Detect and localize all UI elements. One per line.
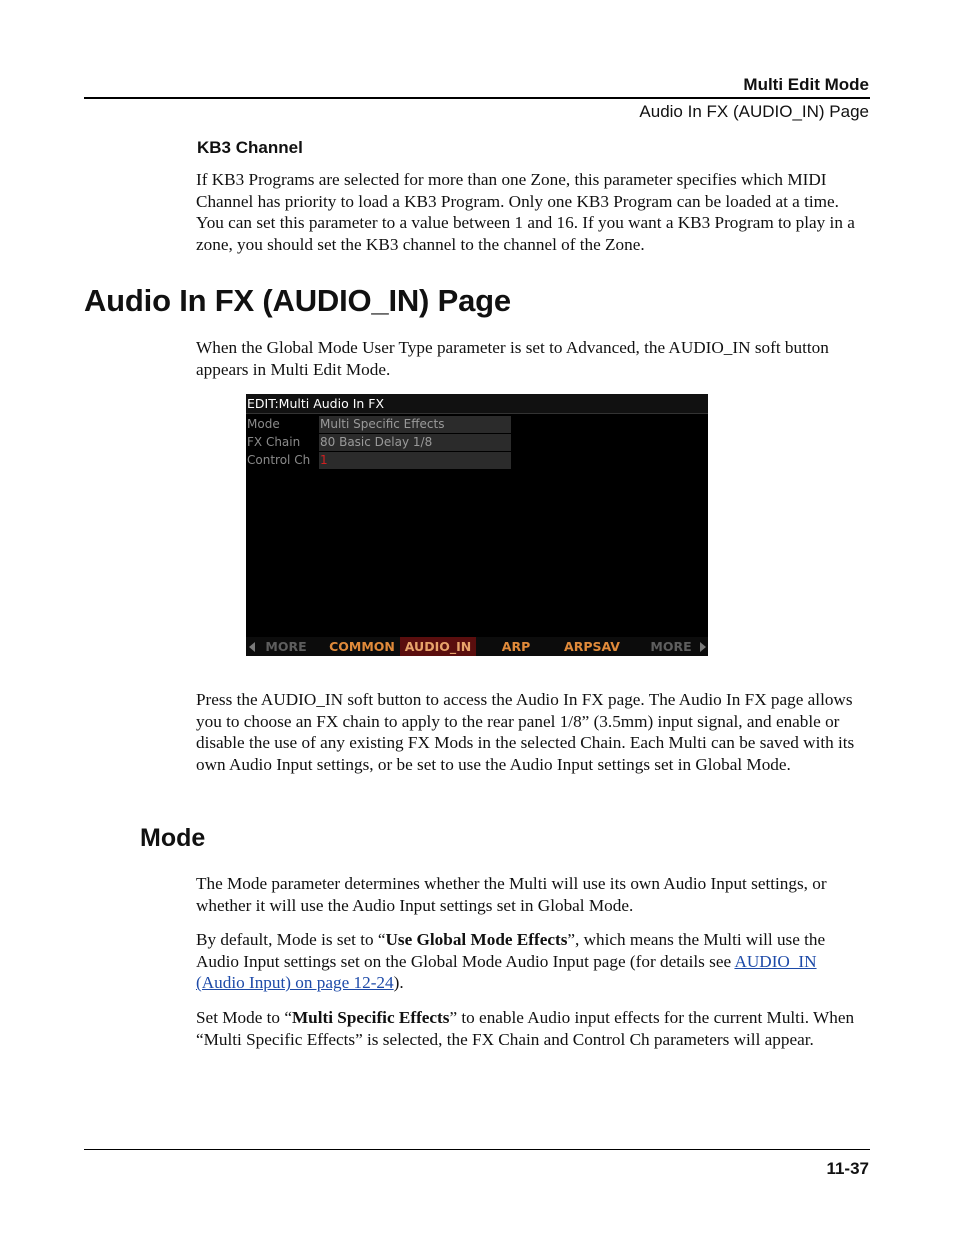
- mode-p3-text-a: Set Mode to “: [196, 1008, 292, 1027]
- arrow-left-icon: [249, 642, 255, 652]
- mode-paragraph-1: The Mode parameter determines whether the Multi will use its own Audio Input settings, or whether it will use the Audio Input settings set in Global Mode.: [196, 874, 827, 915]
- page-number: 11-37: [826, 1159, 869, 1178]
- footer-rule: [84, 1149, 870, 1150]
- lcd-title-bar: EDIT:Multi Audio In FX: [246, 394, 708, 413]
- soft-button-common[interactable]: COMMON: [329, 639, 395, 654]
- kb3-channel-paragraph: If KB3 Programs are selected for more than one Zone, this parameter specifies which MIDI Channel has priority to load a KB3 Program. Only one KB3 Program can be loaded at a time. You can set this parameter to a value between 1 and 16. If you want a KB3 Program to play in a zone, you should set the KB3 channel to the channel of the Zone.: [196, 170, 855, 254]
- lcd-label-fx-chain: FX Chain: [247, 435, 301, 449]
- soft-button-bar: [246, 637, 708, 656]
- soft-button-arpsav[interactable]: ARPSAV: [564, 639, 620, 654]
- mode-p2-text-a: By default, Mode is set to “: [196, 930, 386, 949]
- audio-in-page-heading: Audio In FX (AUDIO_IN) Page: [84, 283, 511, 318]
- audio-in-description-paragraph: Press the AUDIO_IN soft button to access the Audio In FX page. The Audio In FX page allows you to choose an FX chain to apply to the rear panel 1/8” (3.5mm) input signal, and enable or disable the use of any existing FX Mods in the selected Chain. Each Multi can be saved with its own Audio Input settings, or be set to use the Audio Input settings set in Global Mode.: [196, 690, 855, 774]
- mode-p2-text-b: ”, which means the Multi will use the Audio Input settings set on the Global Mode Audio Input page (for details see: [196, 930, 826, 971]
- running-header-section: Audio In FX (AUDIO_IN) Page: [639, 102, 869, 121]
- audio-in-intro-paragraph: When the Global Mode User Type parameter is set to Advanced, the AUDIO_IN soft button appears in Multi Edit Mode.: [196, 338, 829, 379]
- mode-p3-bold: Multi Specific Effects: [291, 1008, 450, 1027]
- mode-p2-bold: Use Global Mode Effects: [385, 930, 568, 949]
- mode-heading: Mode: [140, 824, 206, 852]
- lcd-row-fx-chain: [246, 434, 708, 451]
- mode-p2-text-c: ).: [393, 973, 404, 993]
- soft-button-arp[interactable]: ARP: [501, 639, 531, 654]
- soft-button-audio-in[interactable]: AUDIO_IN: [400, 637, 476, 656]
- soft-button-more-left[interactable]: MORE: [265, 639, 307, 654]
- kb3-channel-heading: KB3 Channel: [197, 138, 303, 157]
- lcd-row-mode: [246, 416, 708, 433]
- lcd-label-mode: Mode: [247, 417, 280, 431]
- header-rule: [84, 97, 870, 99]
- lcd-title-separator: [246, 413, 708, 414]
- lcd-value-mode[interactable]: Multi Specific Effects: [319, 416, 511, 433]
- lcd-screen: [246, 394, 708, 656]
- soft-button-more-right[interactable]: MORE: [650, 639, 692, 654]
- mode-paragraph-2: [196, 929, 866, 994]
- mode-paragraph-3: [196, 1007, 866, 1050]
- audio-in-cross-reference-link[interactable]: AUDIO_IN (Audio Input) on page 12-24: [196, 951, 817, 993]
- lcd-row-control-ch: [246, 452, 708, 469]
- lcd-value-fx-chain[interactable]: 80 Basic Delay 1/8: [319, 434, 511, 451]
- arrow-right-icon: [700, 642, 706, 652]
- lcd-label-control-ch: Control Ch: [247, 453, 311, 467]
- running-header-chapter: Multi Edit Mode: [743, 75, 869, 94]
- mode-p3-text-b: ” to enable Audio input effects for the current Multi. When “Multi Specific Effects” is selected, the FX Chain and Control Ch parameters will appear.: [196, 1008, 855, 1049]
- lcd-value-control-ch[interactable]: 1: [319, 452, 511, 469]
